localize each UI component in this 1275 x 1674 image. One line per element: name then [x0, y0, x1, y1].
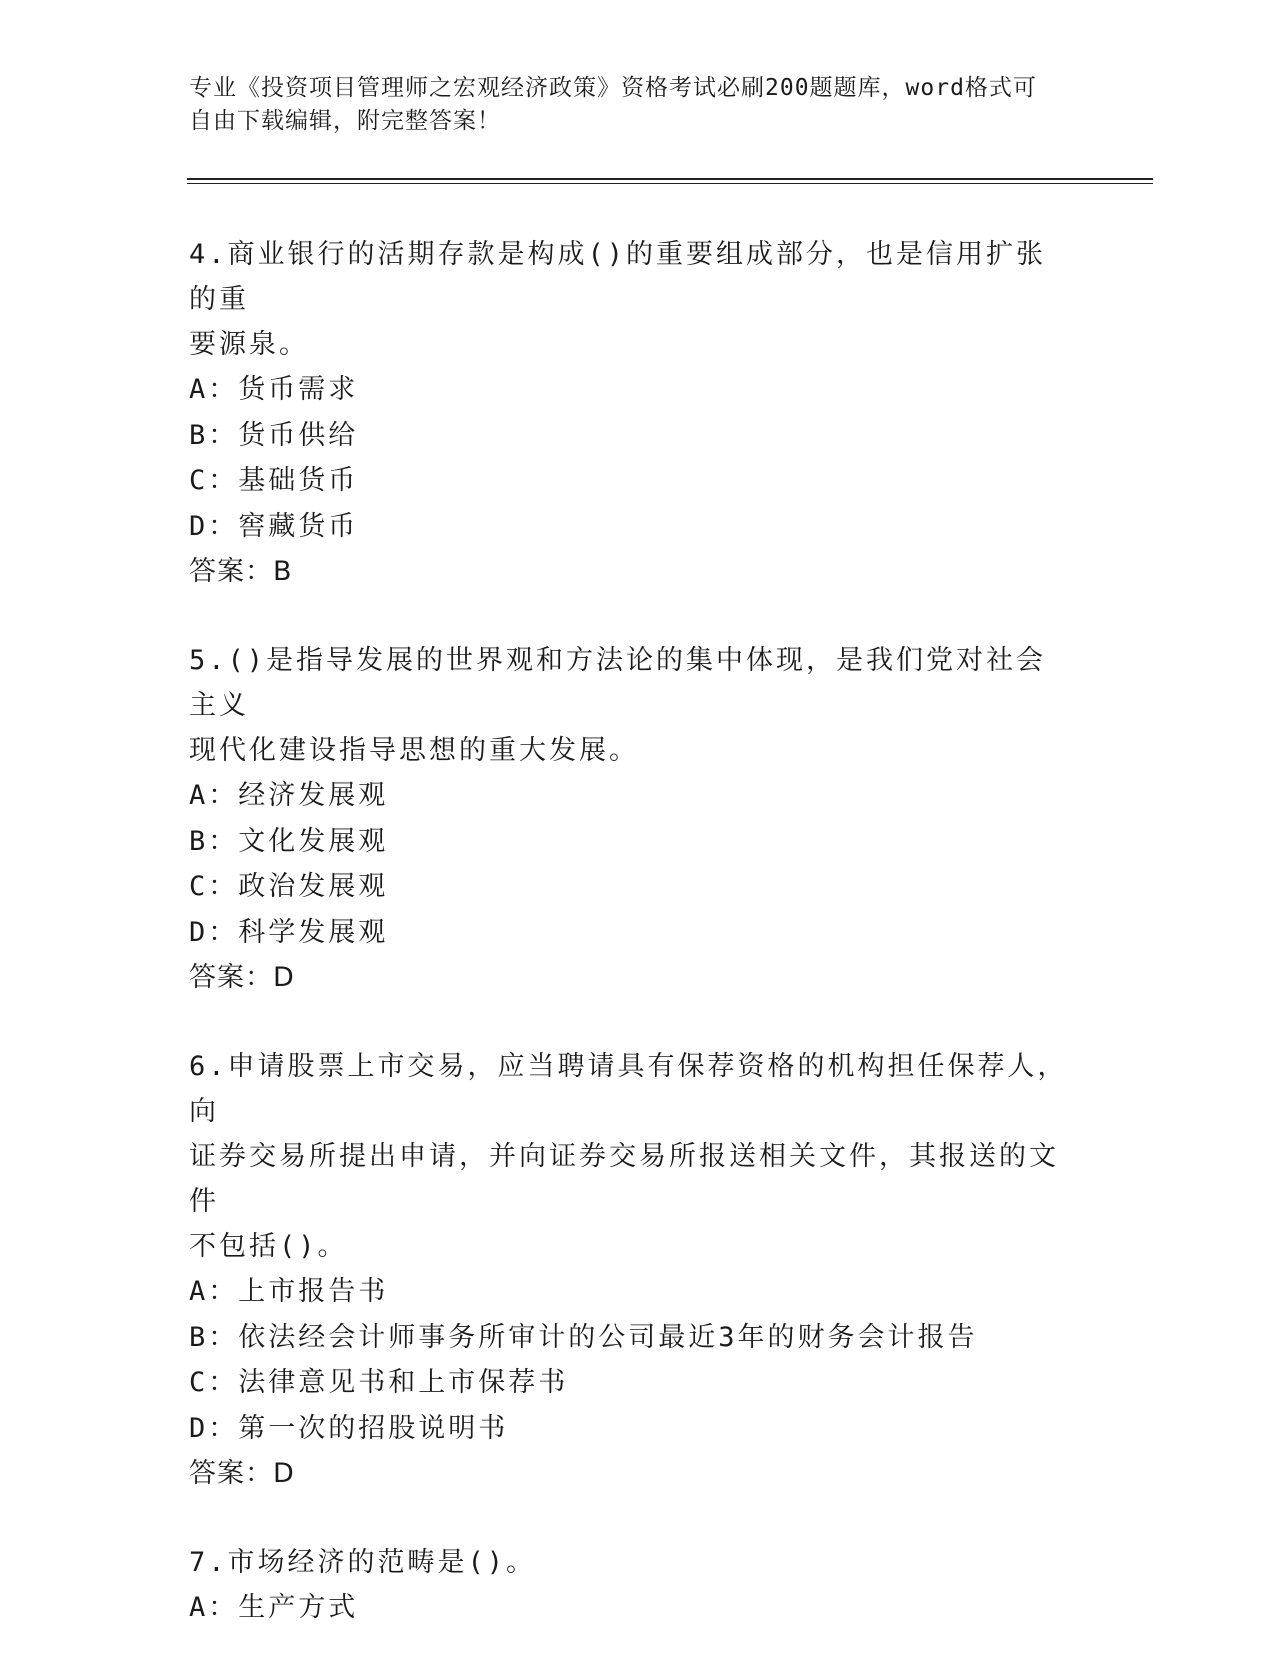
- question-4-stem-line-2: 要源泉。: [189, 329, 309, 360]
- question-7: [189, 1540, 1069, 1631]
- question-5-stem: [189, 638, 1069, 773]
- question-4-option-a: A：货币需求: [189, 374, 359, 405]
- question-4-option-d: D：窖藏货币: [189, 510, 359, 542]
- question-6-option-d: D：第一次的招股说明书: [189, 1412, 509, 1444]
- header-line-1: 专业《投资项目管理师之宏观经济政策》资格考试必刷200题题库，word格式可: [189, 75, 1037, 101]
- question-4-stem: [189, 232, 1069, 367]
- document-header: [189, 72, 1069, 138]
- question-5-stem-line-1: 5.()是指导发展的世界观和方法论的集中体现，是我们党对社会主义: [189, 645, 1047, 721]
- question-6-option-a: A：上市报告书: [189, 1276, 389, 1307]
- question-6-stem-line-1: 6.申请股票上市交易，应当聘请具有保荐资格的机构担任保荐人，向: [189, 1051, 1068, 1127]
- header-divider-thin: [187, 183, 1153, 184]
- header-line-2: 自由下载编辑，附完整答案！: [189, 108, 501, 134]
- question-6-stem-line-3: 不包括()。: [189, 1231, 348, 1262]
- question-6-option-c: C：法律意见书和上市保荐书: [189, 1367, 569, 1398]
- question-4-stem-line-1: 4.商业银行的活期存款是构成()的重要组成部分，也是信用扩张的重: [189, 239, 1047, 315]
- question-7-option-a: A：生产方式: [189, 1592, 359, 1623]
- question-4: [189, 232, 1069, 595]
- question-5-answer: 答案：D: [189, 962, 295, 993]
- question-7-stem: [189, 1540, 1069, 1585]
- question-6-option-b: B：依法经会计师事务所审计的公司最近3年的财务会计报告: [189, 1321, 978, 1353]
- question-5-option-d: D：科学发展观: [189, 916, 389, 948]
- question-5-option-a: A：经济发展观: [189, 780, 389, 811]
- question-5-option-c: C：政治发展观: [189, 871, 389, 902]
- question-5-option-b: B：文化发展观: [189, 825, 389, 857]
- question-5-stem-line-2: 现代化建设指导思想的重大发展。: [189, 735, 639, 766]
- question-4-option-b: B：货币供给: [189, 419, 359, 451]
- question-7-stem-line-1: 7.市场经济的范畴是()。: [189, 1547, 537, 1578]
- question-5: [189, 638, 1069, 1001]
- question-6-stem: [189, 1044, 1069, 1269]
- question-6-stem-line-2: 证券交易所提出申请，并向证券交易所报送相关文件，其报送的文件: [189, 1141, 1059, 1217]
- question-6: [189, 1044, 1069, 1497]
- header-divider-thick: [187, 178, 1153, 180]
- question-list: [189, 232, 1069, 1674]
- question-4-answer: 答案：B: [189, 556, 293, 587]
- question-6-answer: 答案：D: [189, 1458, 295, 1489]
- question-4-option-c: C：基础货币: [189, 465, 359, 496]
